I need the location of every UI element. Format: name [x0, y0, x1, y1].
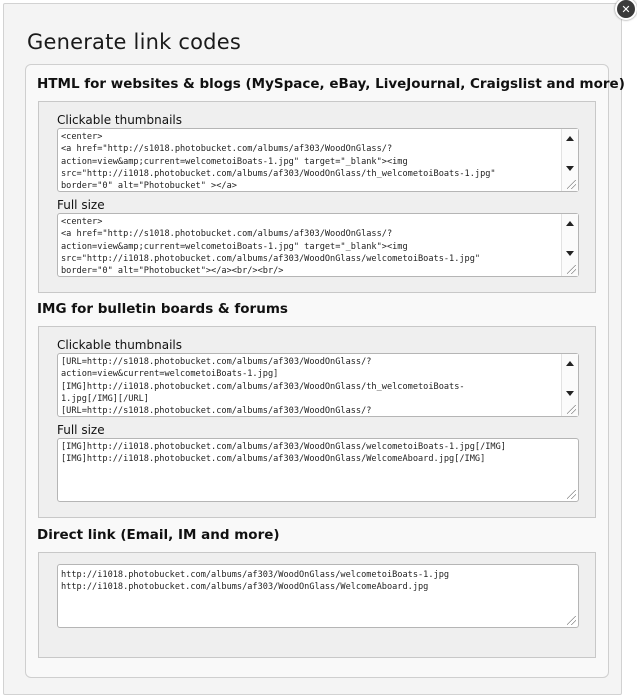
img-thumb-label: Clickable thumbnails [57, 338, 182, 352]
resize-grip-icon[interactable] [567, 265, 576, 274]
scroll-up-arrow-icon[interactable] [566, 221, 574, 226]
close-icon[interactable]: ✕ [615, 0, 637, 20]
img-thumb-code: [URL=http://s1018.photobucket.com/albums/af303/WoodOnGlass/? action=view&current=welcometoiBoats-1.jpg] [IMG]http://i1018.photobucket.com/albums/af303/WoodOnGlass/th_welcometoiBoats- 1.jpg[/IMG][/URL] [URL=http://s1018.photobucket.com/albums/af303/WoodOnGlass/? [61, 357, 465, 417]
img-section-heading: IMG for bulletin boards & forums [37, 301, 288, 317]
html-full-label: Full size [57, 198, 105, 212]
html-thumb-label: Clickable thumbnails [57, 113, 182, 127]
direct-code-group [38, 552, 596, 658]
resize-grip-icon[interactable] [567, 180, 576, 189]
scroll-down-arrow-icon[interactable] [566, 391, 574, 396]
scroll-up-arrow-icon[interactable] [566, 136, 574, 141]
img-full-code-textarea[interactable] [57, 438, 579, 502]
img-full-code: [IMG]http://i1018.photobucket.com/albums/af303/WoodOnGlass/welcometoiBoats-1.jpg[/IMG] [IMG]http://i1018.photobucket.com/albums/af303/WoodOnGlass/WelcomeAboard.jpg[/IMG] [61, 442, 506, 465]
scroll-down-arrow-icon[interactable] [566, 166, 574, 171]
scroll-up-arrow-icon[interactable] [566, 361, 574, 366]
html-code-group [38, 101, 596, 293]
resize-grip-icon[interactable] [567, 405, 576, 414]
direct-code-textarea[interactable] [57, 564, 579, 628]
link-codes-panel [25, 64, 625, 678]
resize-grip-icon[interactable] [567, 490, 576, 499]
html-thumb-code: <center> <a href="http://s1018.photobucket.com/albums/af303/WoodOnGlass/? action=view&amp;current=welcometoiBoats-1.jpg" target="_blank"><img src="http://i1018.photobucket.com/albums/af303/WoodOnGlass/th_welcometoiBoats-1.jpg" border="0" alt="Photobucket" ></a> [61, 132, 496, 192]
html-full-code-textarea[interactable] [57, 213, 579, 277]
html-full-code: <center> <a href="http://s1018.photobucket.com/albums/af303/WoodOnGlass/? action=view&amp;current=welcometoiBoats-1.jpg" target="_blank"><img src="http://i1018.photobucket.com/albums/af303/WoodOnGlass/welcometoiBoats-1.jpg" border="0" alt="Photobucket"></a><br/><br/> [61, 217, 481, 277]
html-thumb-code-textarea[interactable] [57, 128, 579, 192]
dialog-title: Generate link codes [27, 30, 241, 54]
scroll-down-arrow-icon[interactable] [566, 251, 574, 256]
direct-section-heading: Direct link (Email, IM and more) [37, 527, 280, 543]
img-full-label: Full size [57, 423, 105, 437]
img-thumb-code-textarea[interactable] [57, 353, 579, 417]
direct-code: http://i1018.photobucket.com/albums/af303/WoodOnGlass/welcometoiBoats-1.jpg http://i1018.photobucket.com/albums/af303/WoodOnGlass/WelcomeAboard.jpg [61, 570, 450, 593]
resize-grip-icon[interactable] [567, 616, 576, 625]
generate-link-codes-dialog [3, 3, 631, 695]
html-section-heading: HTML for websites & blogs (MySpace, eBay, LiveJournal, Craigslist and more) [37, 76, 625, 92]
img-code-group [38, 326, 596, 518]
